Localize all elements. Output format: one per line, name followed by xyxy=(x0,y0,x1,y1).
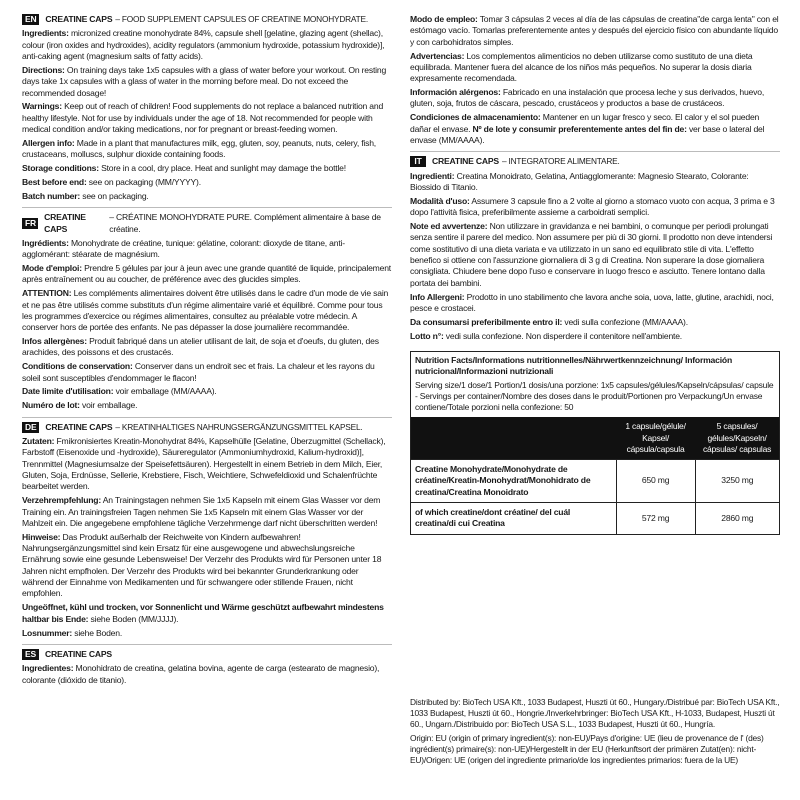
es-product: CREATINE CAPS xyxy=(44,648,112,659)
fr-usage: Mode d'emploi: Prendre 5 gélules par jour à jeun avec une grande quantité de liquide, principalement après entraînement ou au coucher, de préférence avec des glucides simples. xyxy=(22,263,391,285)
en-directions: Directions: On training days take 1x5 capsules with a glass of water before your workout. On resting days take 1x capsules with a glass of water in the morning before meal. Do not exceed the recommended dosage! xyxy=(22,64,387,98)
en-allergen: Allergen info: Made in a plant that manufactures milk, egg, gluten, soy, peanuts, nuts, celery, fish, crustaceans, molluscs, sulphur dioxide containing foods. xyxy=(22,137,376,160)
de-warnings: Hinweise: Das Produkt außerhalb der Reichweite von Kindern aufbewahren! Nahrungsergänzungsmittel sind kein Ersatz für eine ausgewogene und abwechslungsreiche Ernährung sowie eine gesunde Lebensweise! Der Verzehr des Produkts wird für Personen unter 18 Jahren nicht empfholen. Der Verzehr des Produkts wird bei bekannter Grunderkrankung oder während der Einnahme von Medikamenten und für schwangere oder stillende Frauen, nicht empfohlen. xyxy=(22,531,382,599)
it-allergen: Info Allergeni: Prodotto in uno stabilimento che lavora anche soia, uova, latte, glutine, arachidi, noci, pesce e crostacei. xyxy=(410,291,774,313)
divider xyxy=(22,417,392,418)
es-allergen: Información alérgenos: Fabricado en una instalación que procesa leche y sus derivados, huevo, gluten, soja, frutos de cáscara, pescado, crustáceos y productos a base de crustáceos. xyxy=(410,87,765,109)
fr-date: Date limite d'utilisation: voir emballage (MM/AAAA). xyxy=(22,386,217,397)
es-usage: Modo de empleo: Tomar 3 cápsulas 2 veces al día de las cápsulas de creatina"de carga lenta" con el estómago vacío. Tomarlas preferentemente antes y después del ejercicio físico con abundante líquido y con carbohidratos simples. xyxy=(410,14,779,47)
distributor-footer xyxy=(410,697,780,769)
es-header xyxy=(22,649,392,660)
de-badge: DE xyxy=(22,422,39,433)
it-usage: Modalità d'uso: Assumere 3 capsule fino a 2 volte al giorno a stomaco vuoto con acqua, 3 prima e 3 dopo l'attività fisica, preferibilmente assieme a carboidrati semplici. xyxy=(410,195,775,218)
en-ingredients: Ingredients: micronized creatine monohydrate 84%, capsule shell [gelatine, glazing agent (shellac), colour (iron oxides and hydroxides), acidity regulators (ammonium hydroxide, potassium hydroxide)], anti-caking agent (magnesium salts of fatty acids). xyxy=(22,28,385,62)
it-header xyxy=(410,156,780,167)
en-warnings: Warnings: Keep out of reach of children! Food supplements do not replace a balanced nutrition and healthy lifestyle. Not for use by individuals under the age of 18. Not recommended for people with medical condition and/or taking medications, nor for pregnant or breast-feeding women. xyxy=(22,101,384,135)
de-product: CREATINE CAPS xyxy=(45,421,113,432)
origin-info: Origin: EU (origin of primary ingredient(s): non-EU)/Pays d'origine: UE (lieu de provenance de l' (des) ingrédient(s) primaire(s): non-UE)/Hergestellt in der EU (Herkunftsort der primären Zutat(en): nicht-EU)/Origen: UE (origen del ingrediente primario/de los ingredientes primarios: fuera de la UE) xyxy=(410,733,764,766)
en-storage: Storage conditions: Store in a cool, dry place. Heat and sunlight may damage the bottle! xyxy=(22,163,346,174)
en-badge: EN xyxy=(22,14,39,25)
fr-header xyxy=(22,212,392,235)
de-ingredients: Zutaten: Fmikronisiertes Kreatin-Monohydrat 84%, Kapselhülle [Gelatine, Überzugmittel (Schellack), Farbstoff (Eisenoxide und -hydroxide), Säureregulator (Ammoniumhydroxid, Kalium-hydroxid)], Trennmittel (Magnesiumsalze der Speisefettsäuren). Hergestellt in einem Betrieb in dem Milch, Eier, Gluten, Soja, Erdnüsse, Sellerie, Krebstiere, Fisch, Weichtiere, Schwefeldioxid und Schalenfrüchte bearbeitet werden. xyxy=(22,436,386,492)
it-badge: IT xyxy=(410,156,426,167)
row-value-1: 650 mg xyxy=(616,459,695,502)
de-lot: Losnummer: siehe Boden. xyxy=(22,627,123,638)
nutrition-facts-box xyxy=(410,351,780,535)
table-header-col1: 1 capsule/gélule/ Kapsel/ cápsula/capsula xyxy=(616,417,695,459)
fr-badge: FR xyxy=(22,218,38,229)
right-column xyxy=(410,14,780,535)
divider xyxy=(22,644,392,645)
row-value-1: 572 mg xyxy=(616,502,695,533)
it-subtitle: – INTEGRATORE ALIMENTARE. xyxy=(501,156,620,167)
fr-storage: Conditions de conservation: Conserver dans un endroit sec et frais. La chaleur et les rayons du soleil sont susceptibles d'endommager le flacon! xyxy=(22,361,375,383)
table-header-blank xyxy=(411,417,616,459)
de-storage: Ungeöffnet, kühl und trocken, vor Sonnenlicht und Wärme geschützt aufbewahrt mindestens haltbar bis Ende: siehe Boden (MM/JJJJ). xyxy=(22,602,384,624)
row-value-2: 2860 mg xyxy=(695,502,779,533)
it-lot: Lotto n°: vedi sulla confezione. Non disperdere il contenitore nell'ambiente. xyxy=(410,330,682,341)
nutrition-table xyxy=(411,417,779,533)
en-header xyxy=(22,14,392,25)
table-header-col2: 5 capsules/ gélules/Kapseln/ cápsulas/ capsulas xyxy=(695,417,779,459)
en-batch: Batch number: see on packaging. xyxy=(22,190,149,201)
en-subtitle: – FOOD SUPPLEMENT CAPSULES OF CREATINE MONOHYDRATE. xyxy=(115,14,368,25)
en-best-before: Best before end: see on packaging (MM/YYYY). xyxy=(22,176,201,187)
distributed-by: Distributed by: BioTech USA Kft., 1033 Budapest, Huszti út 60., Hungary./Distribué par: BioTech USA Kft., 1033 Budapest, Huszti út 60., Hongrie./Inverkehrbringer: BioTech USA Kft., H-1033, Budapest, Huszti út 60., Ungarn./Distribuido por: BioTech USA S.L., 1033 Budapest, Huszti út 60., Hungría. xyxy=(410,697,780,730)
fr-subtitle: – CRÉATINE MONOHYDRATE PURE. Complément alimentaire à base de créatine. xyxy=(109,212,381,234)
es-storage: Condiciones de almacenamiento: Mantener en un lugar fresco y seco. El calor y el sol pueden dañar el envase. Nº de lote y consumir preferentemente antes del fin de: ver base o lateral del envase (MM/AAAA). xyxy=(410,112,765,145)
fr-lot: Numéro de lot: voir emballage. xyxy=(22,400,138,411)
table-row xyxy=(411,502,779,533)
en-product: CREATINE CAPS xyxy=(45,14,113,24)
row-name: Creatine Monohydrate/Monohydrate de créatine/Kreatin-Monohydrat/Monohidrato de creatina/Creatina Monoidrato xyxy=(411,459,616,502)
divider xyxy=(22,207,392,208)
fr-product: CREATINE CAPS xyxy=(44,212,86,234)
fr-allergen: Infos allergènes: Produit fabriqué dans un atelier utilisant de lait, de soja et d'oeufs, du gluten, des arachides, des poissons et des crustacés. xyxy=(22,336,379,358)
row-name: of which creatine/dont créatine/ del cuál creatina/di cui Creatina xyxy=(411,502,616,533)
it-best-before: Da consumarsi preferibilmente entro il: vedi sulla confezione (MM/AAAA). xyxy=(410,316,688,327)
it-ingredients: Ingredienti: Creatina Monoidrato, Gelatina, Antiagglomerante: Magnesio Stearato, Colorante: Biossido di Titanio. xyxy=(410,170,749,192)
table-row xyxy=(411,459,779,502)
table-header-row xyxy=(411,417,779,459)
es-badge: ES xyxy=(22,649,39,660)
it-product: CREATINE CAPS xyxy=(432,156,499,167)
de-subtitle: – KREATINHALTIGES NAHRUNGSERGÄNZUNGSMITTEL KAPSEL. xyxy=(115,421,363,432)
nutrition-title: Nutrition Facts/Informations nutritionnelles/Nährwertkennzeichnung/ Información nutricional/Informazioni nutrizionali xyxy=(415,354,732,377)
fr-ingredients: Ingrédients: Monohydrate de créatine, tunique: gélatine, colorant: dioxyde de titane, anti-agglomérant: stéarate de magnésium. xyxy=(22,237,345,260)
row-value-2: 3250 mg xyxy=(695,459,779,502)
fr-attention: ATTENTION: Les compléments alimentaires doivent être utilisés dans le cadre d'un mode de vie sain et ne pas être utilisés comme substituts d'un régime alimentaire varié et équilibré. Comme pour tous les programmes d'exercice ou régimes alimentaires, consultez au préalable votre médecin. A conserver hors de portée des enfants. Ne pas dépasser la dose journalière recommandée. xyxy=(22,288,389,333)
it-notes: Note ed avvertenze: Non utilizzare in gravidanza e nei bambini, o comunque per periodi prolungati senza sentire il parere del medico. Non assumere per più di 30 giorni. Il prodotto non deve intendersi come sostitutivo di una dieta variata e va utilizzato in un sano ed equilibrato stile di vita. L'effetto benefico si ottiene con l'assunzione giornaliera di 3 g di Creatina. Non superare la dose giornaliera consigliata. Chiudere bene dopo l'uso e conservare in luogo fresco e asciutto. Tenere lontano dalla portata dei bambini. xyxy=(410,221,773,288)
nutrition-serving: Serving size/1 dose/1 Portion/1 dosis/una porzione: 1x5 capsules/gélules/Kapseln/cápsulas/ capsule - Servings per container/Nombre des doses dans le produit/Portionen pro Verpackung/Un envase contiene/Totale porzioni nella confezione: 50 xyxy=(415,379,774,413)
de-header xyxy=(22,422,392,433)
de-usage: Verzehrempfehlung: An Trainingstagen nehmen Sie 1x5 Kapseln mit einem Glas Wasser vor dem Training ein. An trainingsfreien Tagen nehmen Sie 1x5 Kapseln mit einem Glas Wasser vor der Mahlzeit ein. Die angegebene empfohlene tägliche Verzehrmenge darf nicht überschritten werden! xyxy=(22,495,381,528)
divider xyxy=(410,151,780,152)
es-ingredients: Ingredientes: Monohidrato de creatina, gelatina bovina, agente de carga (estearato de magnesio), colorante (dióxido de titanio). xyxy=(22,663,380,685)
es-warnings: Advertencias: Los complementos alimenticios no deben utilizarse como sustituto de una dieta equilibrada. Mantener fuera del alcance de los niños más pequeños. No superar la dosis diaria expresamente recomendada. xyxy=(410,50,753,84)
left-column xyxy=(22,14,392,688)
